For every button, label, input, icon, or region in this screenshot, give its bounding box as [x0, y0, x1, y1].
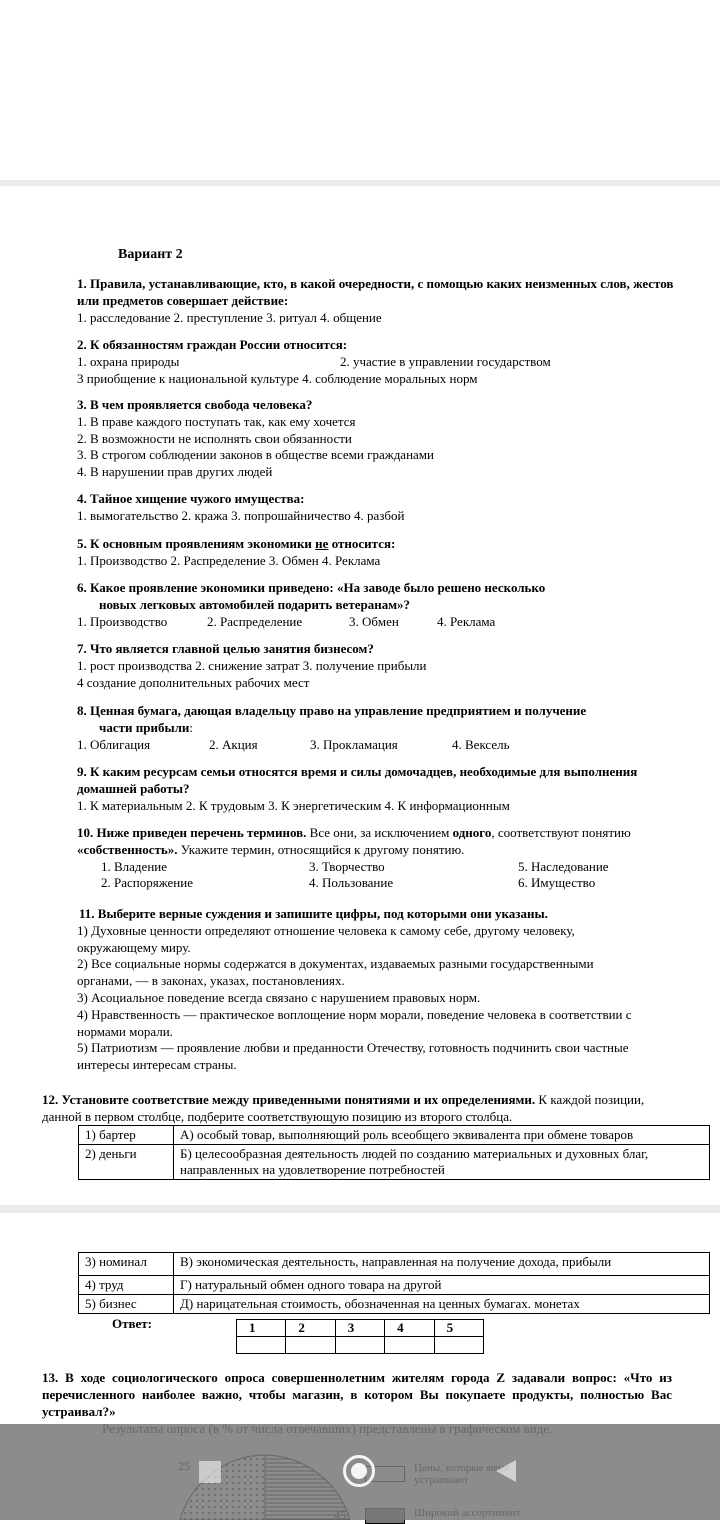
table-row: [79, 1145, 710, 1180]
question-text: 4. Тайное хищение чужого имущества:: [77, 491, 305, 506]
table-cell: А) особый товар, выполняющий роль всеобщего эквивалента при обмене товаров: [174, 1126, 710, 1145]
answer-option: 2. В возможности не исполнять свои обязанности: [77, 430, 352, 446]
question-text: 9. К каким ресурсам семьи относятся время и силы домочадцев, необходимые для выполнения домашней работы?: [77, 764, 638, 796]
answer-options: 1. К материальным 2. К трудовым 3. К энергетическим 4. К информационным: [77, 797, 510, 813]
question-text: :: [189, 719, 193, 735]
term-item: 3. Творчество: [309, 858, 385, 874]
answer-option: 4. Вексель: [452, 736, 510, 752]
question-4: [77, 491, 697, 525]
page-separator: [0, 1205, 720, 1213]
statement: 5) Патриотизм — проявление любви и преданности Отечеству, готовность подчинить свои частные интересы интересам страны.: [77, 1040, 629, 1073]
answer-option: 1. В праве каждого поступать так, как ему хочется: [77, 413, 356, 429]
question-5: [77, 536, 697, 570]
page-separator: [0, 180, 720, 186]
table-row: [79, 1253, 710, 1276]
matching-table: [78, 1125, 710, 1180]
statement: 2) Все социальные нормы содержатся в документах, издаваемых разными государственными органами, — в законах, указах, постановлениях.: [77, 956, 594, 989]
answer-options: 1. рост производства 2. снижение затрат 3. получение прибыли: [77, 657, 427, 673]
play-back-icon[interactable]: [494, 1458, 518, 1484]
answer-options: 1. вымогательство 2. кража 3. попрошайничество 4. разбой: [77, 507, 405, 523]
question-text: 6. Какое проявление экономики приведено: «На заводе было решено несколько: [77, 580, 546, 595]
question-1: [77, 276, 697, 326]
answer-grid: [236, 1319, 484, 1354]
question-text: 10. Ниже приведен перечень терминов. Все они, за исключением одного, соответствуют понятию «собственность». Укажите термин, относящийся к другому понятию.: [77, 825, 631, 857]
question-text: новых легковых автомобилей подарить ветеранам»?: [99, 596, 411, 612]
table-row: [79, 1295, 710, 1314]
question-9: [77, 764, 697, 814]
answer-cell[interactable]: [237, 1337, 286, 1354]
answer-cell[interactable]: [434, 1337, 483, 1354]
term-item: 2. Распоряжение: [101, 875, 193, 891]
question-7: [77, 641, 697, 691]
answer-option: 2. Акция: [209, 736, 258, 752]
question-text: 13. В ходе социологического опроса совершеннолетним жителям города Z задавали вопрос: «Что из перечисленного наиболее важно, чтобы магазин, в котором Вы покупаете продукты, полностью Вас устраивал?»: [42, 1370, 672, 1419]
variant-title: Вариант 2: [118, 247, 183, 262]
answer-cell[interactable]: [335, 1337, 384, 1354]
question-11: [77, 906, 652, 1074]
answer-label: Ответ:: [112, 1316, 153, 1331]
answer-options: 1. расследование 2. преступление 3. ритуал 4. общение: [77, 309, 382, 325]
answer-options: 1. Производство 2. Распределение 3. Обмен 4. Реклама: [77, 552, 381, 568]
question-10: [77, 825, 697, 892]
answer-option: 1. охрана природы: [77, 353, 180, 369]
table-row: [237, 1337, 484, 1354]
question-2: [77, 337, 697, 387]
term-item: 5. Наследование: [518, 858, 609, 874]
question-text: 11. Выберите верные суждения и запишите цифры, под которыми они указаны.: [79, 906, 548, 921]
answer-option: 2. участие в управлении государством: [340, 353, 551, 369]
answer-header: 3: [335, 1320, 384, 1337]
table-cell: 4) труд: [79, 1276, 174, 1295]
answer-header: 1: [237, 1320, 286, 1337]
answer-option: 1. Облигация: [77, 736, 151, 752]
stop-icon[interactable]: [199, 1461, 221, 1483]
table-cell: 5) бизнес: [79, 1295, 174, 1314]
term-item: 1. Владение: [101, 858, 167, 874]
question-text: 3. В чем проявляется свобода человека?: [77, 397, 313, 412]
question-text: 7. Что является главной целью занятия бизнесом?: [77, 641, 374, 656]
table-cell: Б) целесообразная деятельность людей по созданию материальных и духовных благ, направленных на удовлетворение потребностей: [174, 1145, 710, 1180]
answer-option: 3. Обмен: [349, 613, 399, 629]
answer-option: 3. Прокламация: [310, 736, 398, 752]
term-list: [77, 859, 697, 893]
answer-option: 1. Производство: [77, 613, 168, 629]
table-row: [79, 1276, 710, 1295]
question-12: [42, 1092, 672, 1126]
matching-table: [78, 1252, 710, 1314]
answer-option: 3. В строгом соблюдении законов в обществе всеми гражданами: [77, 447, 434, 463]
question-text: 12. Установите соответствие между приведенными понятиями и их определениями. К каждой позиции, данной в первом столбце, подберите соответствующую позицию из второго столбца.: [42, 1092, 645, 1124]
table-cell: 3) номинал: [79, 1253, 174, 1276]
question-text: 2. К обязанностям граждан России относится:: [77, 337, 348, 352]
answer-options: 4 создание дополнительных рабочих мест: [77, 674, 310, 690]
question-8: [77, 703, 697, 753]
table-cell: 2) деньги: [79, 1145, 174, 1180]
table-cell: Д) нарицательная стоимость, обозначенная на ценных бумагах. монетах: [174, 1295, 710, 1314]
term-item: 4. Пользование: [309, 875, 394, 891]
question-6: [77, 580, 697, 630]
question-13: [42, 1370, 672, 1420]
table-cell: 1) бартер: [79, 1126, 174, 1145]
answer-cell[interactable]: [286, 1337, 335, 1354]
statement: 1) Духовные ценности определяют отношение человека к самому себе, другому человеку, окружающему миру.: [77, 922, 575, 955]
term-item: 6. Имущество: [518, 875, 596, 891]
answer-header: 5: [434, 1320, 483, 1337]
table-row: [79, 1126, 710, 1145]
answer-header: 2: [286, 1320, 335, 1337]
answer-option: 4. Реклама: [437, 613, 496, 629]
statement: 4) Нравственность — практическое воплощение норм морали, поведение человека в соответствии с нормами морали.: [77, 1006, 632, 1039]
question-text: части прибыли: [99, 719, 190, 735]
question-text: 8. Ценная бумага, дающая владельцу право на управление предприятием и получение: [77, 703, 587, 718]
record-button[interactable]: [343, 1455, 375, 1487]
record-icon: [351, 1463, 367, 1479]
answer-header: 4: [385, 1320, 434, 1337]
table-row: [237, 1320, 484, 1337]
question-text: 5. К основным проявлениям экономики не относится:: [77, 536, 396, 551]
question-3: [77, 397, 697, 481]
table-cell: Г) натуральный обмен одного товара на другой: [174, 1276, 710, 1295]
answer-cell[interactable]: [385, 1337, 434, 1354]
answer-options: 3 приобщение к национальной культуре 4. соблюдение моральных норм: [77, 370, 478, 386]
question-text: 1. Правила, устанавливающие, кто, в какой очередности, с помощью каких неизменных слов, жестов или предметов совершает действие:: [77, 276, 674, 308]
statement: 3) Асоциальное поведение всегда связано с нарушением правовых норм.: [77, 989, 481, 1005]
answer-option: 4. В нарушении прав других людей: [77, 464, 273, 480]
table-cell: В) экономическая деятельность, направленная на получение дохода, прибыли: [174, 1253, 710, 1276]
answer-option: 2. Распределение: [207, 613, 303, 629]
